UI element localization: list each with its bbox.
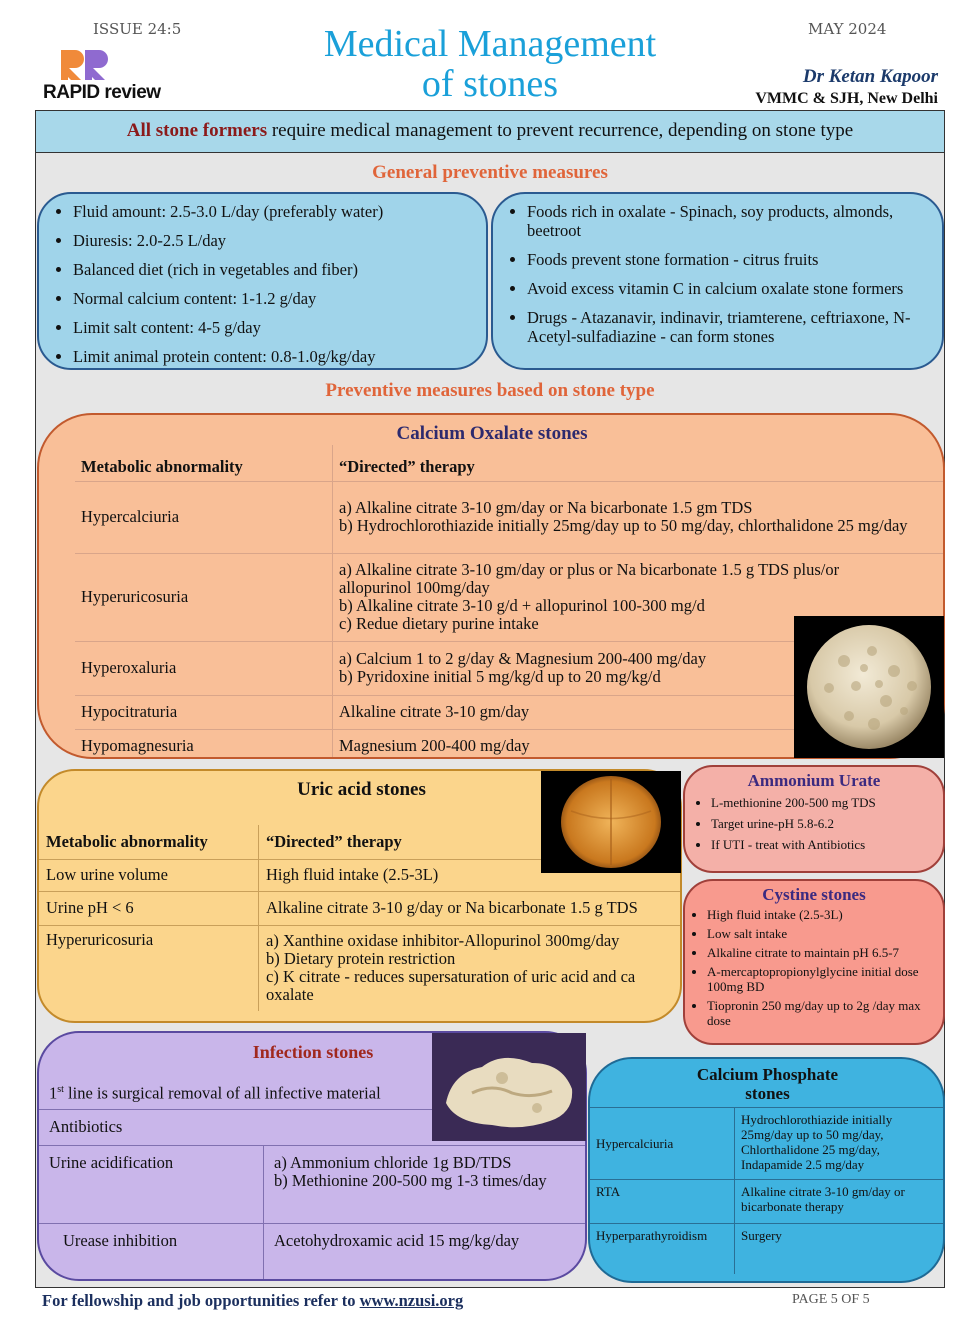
col-header-abnormality: Metabolic abnormality xyxy=(75,445,333,481)
note-text: line is surgical removal of all infective material xyxy=(63,1083,381,1103)
list-item: • Balanced diet (rich in vegetables and fiber) xyxy=(73,260,476,279)
text-line: c) K citrate - reduces supersaturation of uric acid and ca oxalate xyxy=(266,967,636,1005)
list-item: • Normal calcium content: 1-1.2 g/day xyxy=(73,289,476,308)
cystine-title: Cystine stones xyxy=(762,885,866,904)
footer-note xyxy=(42,1291,463,1311)
general-heading: General preventive measures xyxy=(372,162,608,183)
row-label: RTA xyxy=(590,1180,735,1224)
list-item: • Alkaline citrate to maintain pH 6.5-7 xyxy=(707,945,939,960)
list-item: • L-methionine 200-500 mg TDS xyxy=(711,795,939,810)
stone-photo-icon xyxy=(432,1033,586,1141)
page-number: PAGE 5 OF 5 xyxy=(792,1292,870,1307)
stone-photo-icon xyxy=(794,616,944,758)
row-label: Urine acidification xyxy=(39,1145,264,1223)
row-abnormality: Hypomagnesuria xyxy=(75,729,333,759)
list-item: • Avoid excess vitamin C in calcium oxalate stone formers xyxy=(527,279,932,298)
row-value xyxy=(264,1145,586,1223)
general-left-list xyxy=(39,194,486,366)
ammonium-urate-title: Ammonium Urate xyxy=(747,771,881,790)
calcium-phosphate-panel xyxy=(588,1057,945,1283)
list-item: • Foods prevent stone formation - citrus fruits xyxy=(527,250,932,269)
banner-text: require medical management to prevent recurrence, depending on stone type xyxy=(267,120,854,141)
uric-acid-title: Uric acid stones xyxy=(297,779,426,800)
ammonium-urate-panel xyxy=(683,765,945,873)
infection-stone-image xyxy=(432,1033,586,1141)
text-line: Magnesium 200-400 mg/day xyxy=(339,736,530,756)
text-line: a) Alkaline citrate 3-10 gm/day or Na bicarbonate 1.5 gm TDS xyxy=(339,498,753,517)
text-line: c) Redue dietary purine intake xyxy=(339,614,539,633)
list-item: • Foods rich in oxalate - Spinach, soy products, almonds, beetroot xyxy=(527,202,932,240)
table-row xyxy=(590,1180,945,1224)
author-block xyxy=(755,66,938,110)
general-right-box xyxy=(491,192,944,370)
text-line: b) Dietary protein restriction xyxy=(266,949,456,969)
table-header-row xyxy=(75,445,945,481)
row-therapy xyxy=(333,481,946,553)
list-item: • If UTI - treat with Antibiotics xyxy=(711,837,939,852)
row-label: Urease inhibition xyxy=(39,1223,264,1281)
text-line: a) Ammonium chloride 1g BD/TDS xyxy=(274,1152,512,1172)
ammonium-urate-list xyxy=(685,791,943,852)
rapid-review-logo xyxy=(43,48,165,103)
table-row xyxy=(590,1224,945,1274)
list-item: • Fluid amount: 2.5-3.0 L/day (preferably water) xyxy=(73,202,476,221)
list-item: • Limit animal protein content: 0.8-1.0g/kg/day xyxy=(73,347,476,366)
row-therapy xyxy=(259,925,681,1011)
text-line: a) Calcium 1 to 2 g/day & Magnesium 200-400 mg/day xyxy=(339,649,707,668)
list-item: • A-mercaptopropionylglycine initial dose 100mg BD xyxy=(707,964,939,994)
note-superscript: st xyxy=(57,1084,64,1095)
row-label: Hypercalciuria xyxy=(590,1108,735,1180)
text-line: b) Alkaline citrate 3-10 g/d + allopurinol 100-300 mg/d xyxy=(339,596,705,615)
list-item: • High fluid intake (2.5-3L) xyxy=(707,907,939,922)
calcium-phosphate-title: Calcium Phosphate stones xyxy=(696,1065,839,1103)
table-row xyxy=(75,481,945,553)
cystine-list xyxy=(685,905,943,1028)
general-left-box xyxy=(37,192,488,370)
calcium-phosphate-table xyxy=(590,1107,945,1274)
row-value: Alkaline citrate 3-10 gm/day or bicarbonate therapy xyxy=(741,1184,905,1214)
note-prefix: 1 xyxy=(49,1083,58,1103)
footer-text: For fellowship and job opportunities refer to xyxy=(42,1291,360,1310)
col-header-therapy: “Directed” therapy xyxy=(339,456,475,476)
stone-photo-icon xyxy=(541,771,681,873)
list-item: • Limit salt content: 4-5 g/day xyxy=(73,318,476,337)
text-line: a) Xanthine oxidase inhibitor-Allopurinol 300mg/day xyxy=(266,931,620,951)
list-item: • Target urine-pH 5.8-6.2 xyxy=(711,816,939,831)
general-right-list xyxy=(493,194,942,346)
issue-date: MAY 2024 xyxy=(808,20,887,38)
row-abnormality: Hypercalciuria xyxy=(75,481,333,553)
title-line-2: of stones xyxy=(421,63,559,105)
row-value: Surgery xyxy=(741,1228,782,1243)
list-item: • Drugs - Atazanavir, indinavir, triamterene, ceftriaxone, N-Acetyl-sulfadiazine - can form stones xyxy=(527,308,932,346)
text-line: Alkaline citrate 3-10 gm/day xyxy=(339,702,530,721)
issue-number: ISSUE 24:5 xyxy=(93,20,182,38)
row-abnormality: Hyperuricosuria xyxy=(39,925,259,1011)
table-row xyxy=(39,925,680,1011)
table-row xyxy=(39,1145,585,1223)
logo-r-right-icon xyxy=(81,48,113,82)
text-line: Acetohydroxamic acid 15 mg/kg/day xyxy=(274,1230,520,1250)
banner-highlight: All stone formers xyxy=(126,120,268,141)
calcium-oxalate-title: Calcium Oxalate stones xyxy=(396,423,588,444)
row-abnormality: Urine pH < 6 xyxy=(39,891,259,925)
text-line: b) Hydrochlorothiazide initially 25mg/day up to 50 mg/day, chlorthalidone 25 mg/day xyxy=(339,516,908,535)
antibiotics-label: Antibiotics xyxy=(49,1117,123,1136)
col-header-abnormality: Metabolic abnormality xyxy=(39,825,259,859)
row-value: Hydrochlorothiazide initially 25mg/day up to 50 mg/day, Chlorthalidone 25 mg/day, Indapamide 2.5 mg/day xyxy=(741,1112,893,1172)
uric-acid-stone-image xyxy=(541,771,681,873)
table-row xyxy=(39,1223,585,1281)
text-line: a) Alkaline citrate 3-10 gm/day or plus or Na bicarbonate 1.5 g TDS plus/or allopurinol 100mg/day xyxy=(339,560,840,597)
list-item: • Tiopronin 250 mg/day up to 2g /day max dose xyxy=(707,998,939,1028)
row-abnormality: Hyperoxaluria xyxy=(75,641,333,695)
author-name: Dr Ketan Kapoor xyxy=(802,66,938,87)
calcium-oxalate-stone-image xyxy=(794,616,944,758)
row-abnormality: Hyperuricosuria xyxy=(75,553,333,641)
col-header-therapy: “Directed” therapy xyxy=(266,831,402,851)
row-value xyxy=(264,1223,586,1281)
logo-text: RAPID review xyxy=(43,82,161,103)
text-line: b) Methionine 200-500 mg 1-3 times/day xyxy=(274,1170,547,1190)
intro-banner xyxy=(36,111,944,153)
table-row xyxy=(590,1108,945,1180)
title-line-1: Medical Management xyxy=(323,23,657,65)
infection-title: Infection stones xyxy=(252,1042,374,1062)
row-abnormality: Low urine volume xyxy=(39,859,259,891)
list-item: • Diuresis: 2.0-2.5 L/day xyxy=(73,231,476,250)
text-line: Alkaline citrate 3-10 g/day or Na bicarbonate 1.5 g TDS xyxy=(266,898,638,917)
row-therapy xyxy=(259,891,681,925)
cystine-panel xyxy=(683,879,945,1045)
footer-link[interactable]: www.nzusi.org xyxy=(359,1291,464,1310)
author-institution: VMMC & SJH, New Delhi xyxy=(755,90,938,107)
text-line: b) Pyridoxine initial 5 mg/kg/d up to 20 mg/kg/d xyxy=(339,667,661,686)
text-line: High fluid intake (2.5-3L) xyxy=(266,865,439,884)
table-row xyxy=(39,891,680,925)
stone-type-heading: Preventive measures based on stone type xyxy=(325,380,655,401)
row-abnormality: Hypocitraturia xyxy=(75,695,333,729)
list-item: • Low salt intake xyxy=(707,926,939,941)
row-label: Hyperparathyroidism xyxy=(590,1224,735,1274)
